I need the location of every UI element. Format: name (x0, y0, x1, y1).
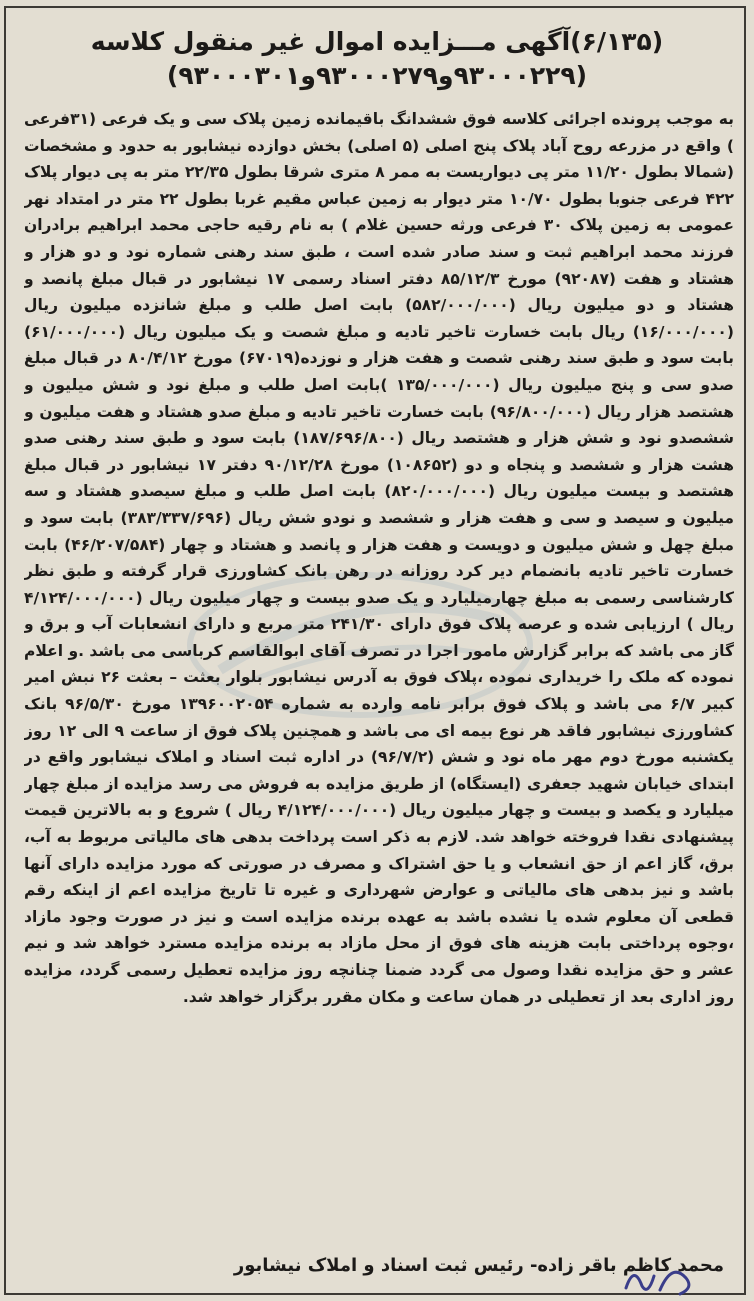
file-numbers: (۹۳۰۰۰۲۲۹و۹۳۰۰۰۲۷۹و۹۳۰۰۰۳۰۱) (166, 61, 588, 90)
notice-body: به موجب پرونده اجرائی کلاسه فوق ششدانگ باقیمانده زمین پلاک سی و یک فرعی (۳۱فرعی ) واقع در مزرعه روح آباد پلاک پنج اصلی (۵ اصلی) بخش دوازده نیشابور به حدود و مشخصات (شمالا بطول ۱۱/۲۰ متر پی دیواریست به ممر ۸ متری شرقا بطول ۲۲/۳۵ متر به پی دیوار پلاک ۴۲۲ فرعی جنوبا بطول ۱۰/۷۰ متر دیوار به زمین عباس مقیم غربا بطول ۲۲ متر در امتداد نهر عمومی به زمین پلاک ۳۰ فرعی ورثه حسین غلام ) به نام رقیه حاجی محمد ابراهیم برادران فرزند محمد ابراهیم ثبت و سند صادر شده است ، طبق سند رهنی شماره نود و دو هزار و هشتاد و هفت (۹۲۰۸۷) مورخ ۸۵/۱۲/۳ دفتر اسناد رسمی ۱۷ نیشابور در قبال مبلغ پانصد و هشتاد و دو میلیون ریال (۵۸۲/۰۰۰/۰۰۰) بابت اصل طلب و مبلغ شانزده میلیون ریال (۱۶/۰۰۰/۰۰۰) ریال بابت خسارت تاخیر تادیه و مبلغ شصت و یک میلیون ریال (۶۱/۰۰۰/۰۰۰) بابت سود و طبق سند رهنی شصت و هفت هزار و نوزده(۶۷۰۱۹) مورخ ۸۰/۴/۱۲ در قبال مبلغ صدو سی و پنج میلیون ریال (۱۳۵/۰۰۰/۰۰۰ )بابت اصل طلب و مبلغ نود و شش میلیون و هشتصد هزار ریال (۹۶/۸۰۰/۰۰۰) بابت خسارت تاخیر تادیه و مبلغ صدو هشتاد و هفت میلیون و ششصدو نود و شش هزار و هشتصد ریال (۱۸۷/۶۹۶/۸۰۰) بابت سود و طبق سند رهنی صدو هشت هزار و ششصد و پنجاه و دو (۱۰۸۶۵۲) مورخ ۹۰/۱۲/۲۸ دفتر ۱۷ نیشابور در قبال مبلغ هشتصد و بیست میلیون ریال (۸۲۰/۰۰۰/۰۰۰) بابت اصل طلب و مبلغ سیصدو هشتاد و سه میلیون و سیصد و سی و هفت هزار و ششصد و نودو شش ریال (۳۸۳/۳۳۷/۶۹۶) بابت سود و مبلغ چهل و شش میلیون و دویست و هفت هزار و پانصد و هشتاد و چهار (۴۶/۲۰۷/۵۸۴) بابت خسارت تاخیر تادیه بانضمام دیر کرد روزانه در رهن بانک کشاورزی قرار گرفته و طبق نظر کارشناسی رسمی به مبلغ چهارمیلیارد و یک صدو بیست و چهار میلیون ریال (۴/۱۲۴/۰۰۰/۰۰۰ ریال ) ارزیابی شده و عرصه پلاک فوق دارای ۲۴۱/۳۰ متر مربع و دارای انشعابات آب و برق و گاز می باشد که برابر گزارش مامور اجرا در تصرف آقای ابوالقاسم کرباسی می باشد .و اعلام نموده که ملک را خریداری نموده ،پلاک فوق به آدرس نیشابور بلوار بعثت – بعثت ۲۶ نبش امیر کبیر ۶/۷ می باشد و پلاک فوق برابر نامه وارده به شماره ۱۳۹۶۰۰۲۰۵۴ مورخ ۹۶/۵/۳۰ بانک کشاورزی نیشابور فاقد هر نوع بیمه ای می باشد و همچنین پلاک فوق از ساعت ۹ الی ۱۲ روز یکشنبه مورخ دوم مهر ماه نود و شش (۹۶/۷/۲) در اداره ثبت اسناد و املاک نیشابور واقع در ابتدای خیابان شهید جعفری (ایستگاه) از طریق مزایده به فروش می رسد مزایده از مبلغ چهار میلیارد و یکصد و بیست و چهار میلیون ریال (۴/۱۲۴/۰۰۰/۰۰۰ ریال ) شروع و به بالاترین قیمت پیشنهادی نقدا فروخته خواهد شد. لازم به ذکر است پرداخت بدهی های مالیاتی مربوط به آب، برق، گاز اعم از حق انشعاب و یا حق اشتراک و مصرف در صورتی که مورد مزایده دارای آنها باشد و نیز بدهی های مالیاتی و عوارض شهرداری و غیره تا تاریخ مزایده اعم از اینکه رقم قطعی آن معلوم شده یا نشده باشد به عهده برنده مزایده است و نیز در صورت وجود مازاد ،وجوه پرداختی بابت هزینه های فوق از محل مازاد به برنده مزایده مسترد خواهد شد و نیم عشر و حق مزایده نقدا وصول می گردد ضمنا چنانچه روز مزایده تعطیل رسمی گردد، مزایده روز اداری بعد از تعطیلی در همان ساعت و مکان مقرر برگزار خواهد شد. (24, 110, 734, 1006)
notice-title: (۶/۱۳۵)آگهی مـــزایده اموال غیر منقول کلاسه (90, 27, 664, 56)
signature-line: محمد کاظم باقر زاده- رئیس ثبت اسناد و املاک نیشابور (233, 1255, 724, 1276)
handwritten-mark (620, 1258, 700, 1298)
